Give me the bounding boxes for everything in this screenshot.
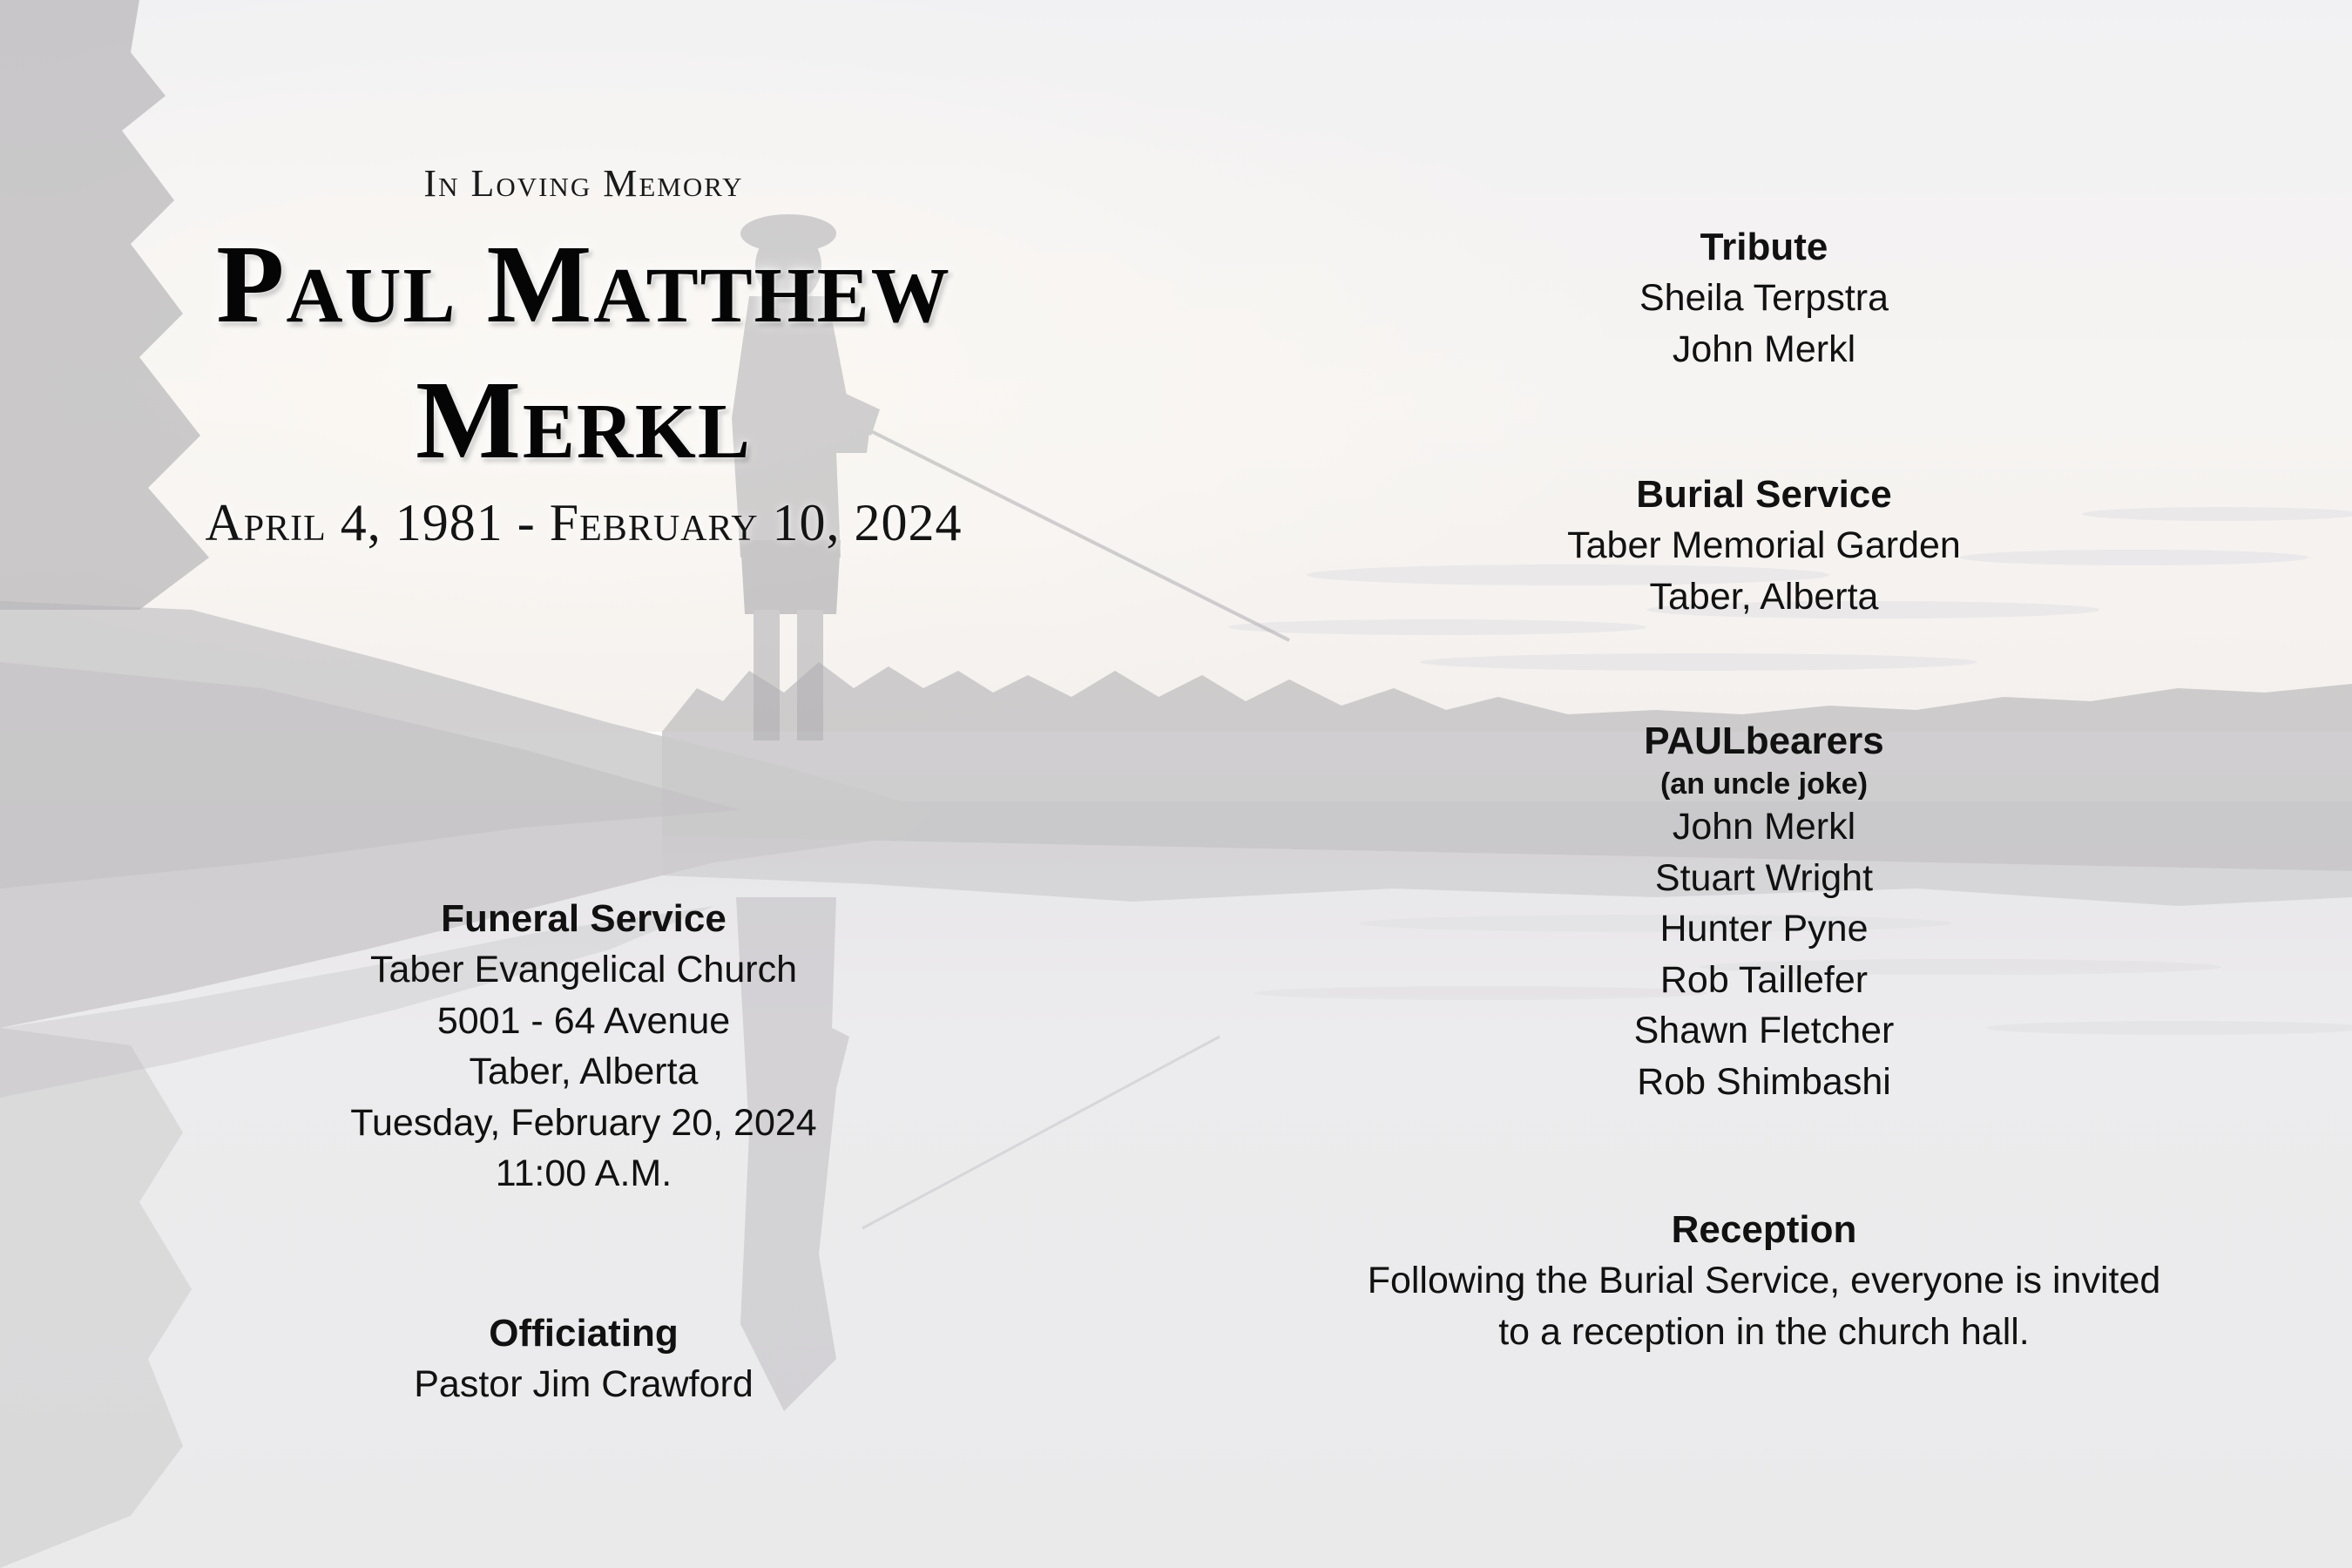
tribute-name: Sheila Terpstra bbox=[1639, 277, 1889, 319]
reception-heading: Reception bbox=[1671, 1208, 1857, 1251]
right-column bbox=[1272, 0, 2256, 1568]
funeral-service-line: 11:00 A.M. bbox=[495, 1152, 672, 1194]
paulbearers-subheading: (an uncle joke) bbox=[1659, 767, 1869, 801]
funeral-service-heading: Funeral Service bbox=[441, 897, 727, 940]
tribute-heading: Tribute bbox=[1700, 226, 1828, 268]
deceased-name-line-2: Merkl bbox=[416, 358, 752, 482]
funeral-service-section bbox=[96, 894, 1071, 1200]
paulbearer-name: Shawn Fletcher bbox=[1633, 1010, 1895, 1051]
officiating-section bbox=[96, 1308, 1071, 1410]
deceased-name-line-1: Paul Matthew bbox=[216, 222, 951, 346]
paulbearer-name: Hunter Pyne bbox=[1659, 908, 1869, 950]
funeral-service-line: 5001 - 64 Avenue bbox=[436, 999, 731, 1042]
funeral-service-line: Taber, Alberta bbox=[469, 1051, 699, 1092]
tribute-name: John Merkl bbox=[1672, 328, 1856, 370]
overline-in-loving-memory: In Loving Memory bbox=[423, 162, 744, 205]
paulbearer-name: John Merkl bbox=[1672, 806, 1856, 848]
tribute-section bbox=[1272, 222, 2256, 375]
burial-service-line: Taber, Alberta bbox=[1649, 575, 1879, 618]
paulbearer-name: Stuart Wright bbox=[1654, 856, 1874, 899]
paulbearers-section bbox=[1272, 716, 2256, 1107]
burial-service-section bbox=[1272, 470, 2256, 622]
funeral-service-line: Taber Evangelical Church bbox=[370, 949, 797, 990]
reception-line: Following the Burial Service, everyone is invited bbox=[1367, 1260, 2161, 1301]
paulbearer-name: Rob Taillefer bbox=[1659, 958, 1869, 1001]
life-dates: April 4, 1981 - February 10, 2024 bbox=[205, 494, 963, 551]
left-column bbox=[96, 0, 1071, 1568]
paulbearer-name: Rob Shimbashi bbox=[1637, 1060, 1891, 1103]
paulbearers-heading: PAULbearers bbox=[1644, 720, 1884, 762]
reception-section bbox=[1272, 1205, 2256, 1357]
burial-service-line: Taber Memorial Garden bbox=[1567, 524, 1961, 566]
officiant-name: Pastor Jim Crawford bbox=[414, 1363, 754, 1405]
officiating-heading: Officiating bbox=[489, 1312, 679, 1355]
reception-line: to a reception in the church hall. bbox=[1498, 1310, 2030, 1353]
funeral-service-line: Tuesday, February 20, 2024 bbox=[350, 1101, 817, 1144]
burial-service-heading: Burial Service bbox=[1636, 473, 1892, 516]
